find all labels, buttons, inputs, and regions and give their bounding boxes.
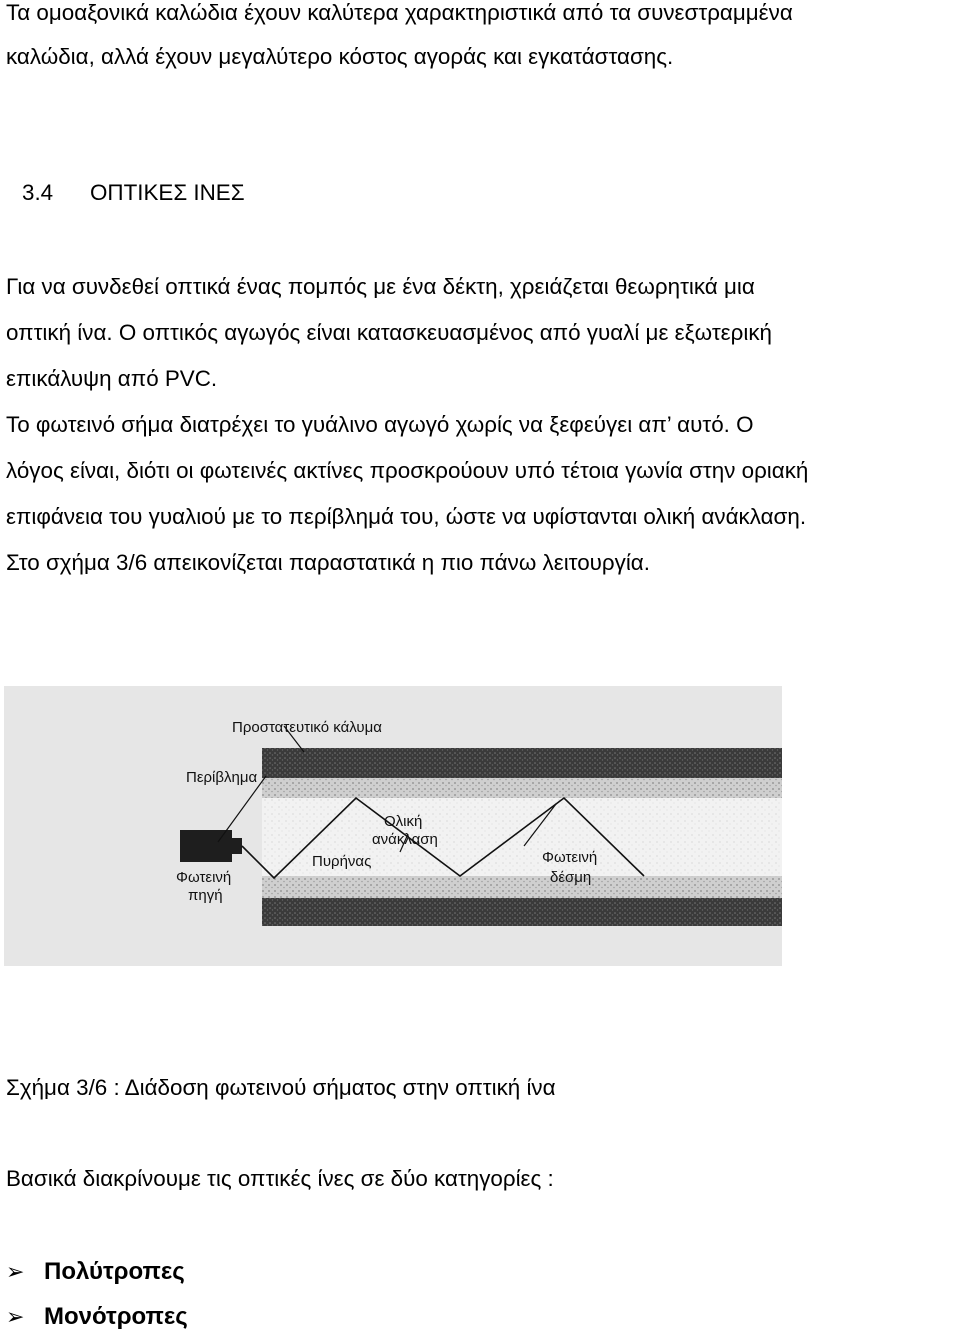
cladding-top: [262, 778, 782, 798]
label-cladding: Περίβλημα: [186, 769, 258, 786]
paragraph-line: επικάλυψη από PVC.: [6, 366, 218, 391]
label-total-reflection-2: ανάκλαση: [372, 831, 438, 848]
paragraph-line: καλώδια, αλλά έχουν μεγαλύτερο κόστος αγοράς και εγκατάστασης.: [6, 44, 674, 69]
protective-cover-top: [262, 748, 782, 778]
label-beam-1: Φωτεινή: [542, 849, 598, 866]
bullet-arrow-icon: ➢: [6, 1259, 25, 1284]
bullet-arrow-icon: ➢: [6, 1304, 25, 1329]
categories-intro: Βασικά διακρίνουμε τις οπτικές ίνες σε δύο κατηγορίες :: [6, 1166, 554, 1191]
optical-fiber-figure: [4, 686, 782, 966]
paragraph-line: επιφάνεια του γυαλιού με το περίβλημά του, ώστε να υφίστανται ολική ανάκλαση.: [6, 504, 807, 529]
label-source-2: πηγή: [188, 887, 223, 904]
protective-cover-bottom: [262, 898, 782, 926]
section-number: 3.4: [22, 180, 54, 205]
label-beam-2: δέσμη: [550, 869, 592, 886]
paragraph-line: Στο σχήμα 3/6 απεικονίζεται παραστατικά η πιο πάνω λειτουργία.: [6, 550, 650, 575]
figure-caption: Σχήμα 3/6 : Διάδοση φωτεινού σήματος στην οπτική ίνα: [6, 1075, 556, 1100]
paragraph-line: λόγος είναι, διότι οι φωτεινές ακτίνες προσκρούουν υπό τέτοια γωνία στην οριακή: [6, 458, 809, 483]
list-item: [6, 1303, 188, 1331]
label-core: Πυρήνας: [312, 853, 372, 870]
section-title: ΟΠΤΙΚΕΣ ΙΝΕΣ: [90, 180, 245, 205]
list-item: [6, 1258, 185, 1286]
paragraph-line: Τα ομοαξονικά καλώδια έχουν καλύτερα χαρακτηριστικά από τα συνεστραμμένα: [6, 0, 793, 25]
label-source-1: Φωτεινή: [176, 869, 232, 886]
paragraph-line: Για να συνδεθεί οπτικά ένας πομπός με ένα δέκτη, χρειάζεται θεωρητικά μια: [6, 274, 755, 299]
cladding-bottom: [262, 876, 782, 898]
label-protective-cover: Προστατευτικό κάλυμα: [232, 719, 382, 736]
section-heading: [22, 180, 245, 206]
paragraph-line: οπτική ίνα. Ο οπτικός αγωγός είναι κατασκευασμένος από γυαλί με εξωτερική: [6, 320, 773, 345]
paragraph-line: Το φωτεινό σήμα διατρέχει το γυάλινο αγωγό χωρίς να ξεφεύγει απ’ αυτό. Ο: [6, 412, 754, 437]
list-item-label: Πολύτροπες: [44, 1258, 185, 1285]
light-source-nozzle: [232, 838, 242, 854]
light-source-icon: [180, 830, 232, 862]
label-total-reflection-1: Ολική: [384, 813, 423, 830]
fiber-diagram: [4, 686, 782, 966]
list-item-label: Μονότροπες: [44, 1303, 188, 1330]
